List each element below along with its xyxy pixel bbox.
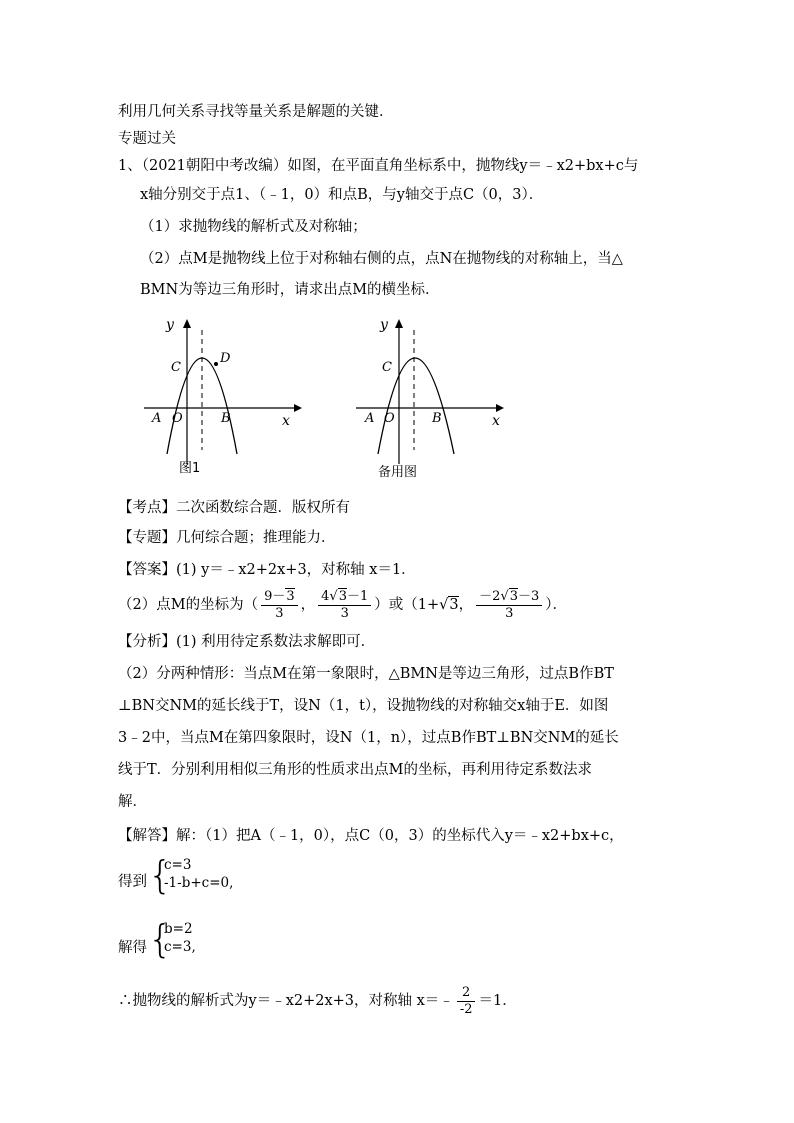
y-axis-arrow-icon [183,319,191,328]
label-c: C [382,360,392,375]
fraction-1: $\frac{9-3}{3}$ [261,589,298,622]
solution-last-prefix: ∴抛物线的解析式为y＝﹣x2+2x+3，对称轴 x＝﹣ [118,993,454,1009]
system-2-prefix: 解得 [118,940,147,956]
analysis-line-1: 【分析】(1) 利用待定系数法求解即可． [118,634,376,650]
question-1: （1）求抛物线的解析式及对称轴； [140,219,367,235]
x-axis-arrow-icon [294,404,302,412]
label-b: B [432,411,442,426]
analysis-line-6: 解． [118,794,147,810]
point-d [214,362,218,366]
system-2-eq-1: b=2 [164,921,193,937]
x-axis-label: x [282,413,290,429]
analysis-line-4: 3﹣2中，当点M在第四象限时，设N（1，n），过点B作BT⊥BN交NM的延长 [118,730,619,746]
comma: ， [300,597,316,613]
equation-system-2 [118,918,418,962]
label-o: O [172,411,183,426]
solution-last-line [118,984,517,1018]
figure-spare [352,312,522,480]
label-o: O [384,411,395,426]
label-a: A [365,411,375,426]
figure-1 [140,312,310,480]
solution-last-suffix: ＝1． [478,993,517,1009]
label-b: B [221,411,231,426]
fraction-axis: $\frac{2}{-2}$ [457,985,476,1018]
x-axis-arrow-icon [496,404,504,412]
kaodian-text: 【考点】二次函数综合题．版权所有 [118,500,350,516]
y-axis-label: y [380,317,388,333]
answer-line-1: 【答案】(1) y＝﹣x2+2x+3，对称轴 x＝1． [118,562,416,578]
system-1-prefix: 得到 [118,874,147,890]
left-brace-icon: { [148,853,173,897]
zhuanti-text: 【专题】几何综合题；推理能力． [118,530,336,546]
solution-line-1: 【解答】解：（1）把A（﹣1，0），点C（0，3）的坐标代入y＝﹣x2+bx+c， [118,828,624,844]
answer-2-prefix: （2）点M的坐标为（ [118,597,259,613]
fraction-2: $\frac{4√3-1}{3}$ [318,589,371,622]
system-2-eq-2: c=3, [164,939,196,955]
label-c: C [171,360,181,375]
analysis-line-2: （2）分两种情形：当点M在第一象限时，△BMN是等边三角形，过点B作BT [118,666,614,682]
label-a: A [152,411,162,426]
x-axis-label: x [492,413,500,429]
label-d: D [220,351,231,366]
y-axis-label: y [166,317,174,333]
fraction-3: $\frac{-2√3-3}{3}$ [476,589,542,622]
intro-text: 利用几何关系寻找等量关系是解题的关键． [118,104,394,120]
system-1-eq-1: c=3 [164,857,192,873]
question-2-line-2: BMN为等边三角形时，请求出点M的横坐标． [140,282,440,298]
answer-2-end: ）． [545,597,568,613]
analysis-line-5: 线于T．分别利用相似三角形的性质求出点M的坐标，再利用待定系数法求 [118,762,593,778]
figure-1-caption: 图1 [179,461,201,476]
equation-system-1 [118,854,418,898]
y-axis-arrow-icon [395,319,403,328]
figure-spare-caption: 备用图 [378,465,418,480]
radical-3: 3 [449,597,459,613]
left-brace-icon: { [148,917,173,961]
analysis-line-3: ⊥BN交NM的延长线于T，设N（1，t），设抛物线的对称轴交x轴于E．如图 [118,698,609,714]
section-title: 专题过关 [118,131,176,147]
system-1-eq-2: -1-b+c=0, [164,875,234,891]
problem-line-1: 1、（2021朝阳中考改编）如图，在平面直角坐标系中，抛物线y＝﹣x2+bx+c与 [118,158,639,174]
question-2-line-1: （2）点M是抛物线上位于对称轴右侧的点，点N在抛物线的对称轴上，当△ [140,251,623,267]
answer-2-mid: ）或（1+ [374,597,440,613]
answer-line-2: （2）点M的坐标为（ $\frac{9-3}{3}$ ， $\frac{4√3-1}{3}$ ）或（1+√3， $\frac{-2√3-3}{3}$ ）． [118,588,568,621]
problem-line-2: x轴分别交于点1、（﹣1，0）和点B，与y轴交于点C（0，3）． [140,187,544,203]
